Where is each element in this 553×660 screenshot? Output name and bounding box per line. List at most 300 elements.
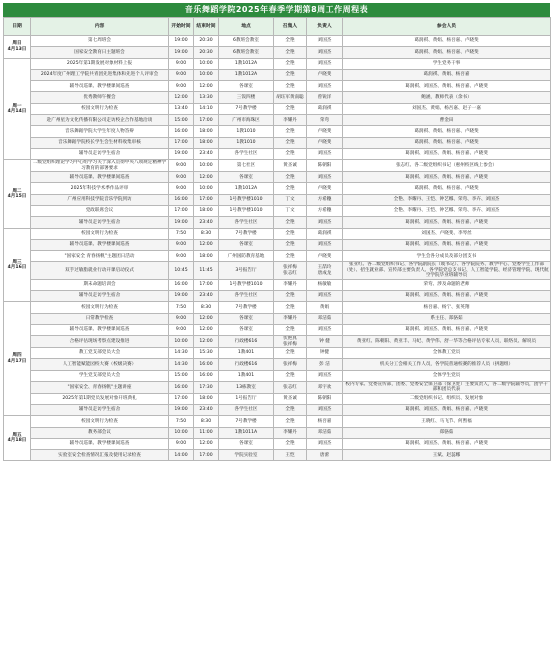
table-row [4, 115, 551, 126]
schedule-body [4, 36, 551, 461]
location-cell: 各课室 [219, 81, 274, 92]
content-cell: 2025年第1期党员发展对象开班典礼 [31, 393, 169, 404]
end-time-cell: 17:00 [194, 115, 219, 126]
convener-cell: 全艳 [274, 251, 307, 262]
end-time-cell: 12:00 [194, 81, 219, 92]
location-cell: 1号教学楼1010 [219, 279, 274, 290]
content-cell: 优秀教师午餐会 [31, 92, 169, 103]
convener-cell: 丁文 [274, 194, 307, 205]
attendees-cell: 葛润祺、刘国杰、黄娟、杨吾嘉、卢晓斐 [343, 404, 551, 415]
attendees-cell: 全体教工党员 [343, 347, 551, 358]
location-cell: 13栋教室 [219, 381, 274, 393]
owner-cell: 刘国杰 [307, 47, 343, 58]
convener-cell: 全艳 [274, 172, 307, 183]
table-row [4, 370, 551, 381]
convener-cell: 全艳 [274, 239, 307, 250]
header-row [4, 18, 551, 36]
convener-cell: 全艳 [274, 148, 307, 159]
owner-cell: 邓宇欢 [307, 381, 343, 393]
location-cell: 各课室 [219, 172, 274, 183]
end-time-cell: 18:00 [194, 126, 219, 137]
content-cell: 辅导员巡课、教学楼课间巡查 [31, 81, 169, 92]
attendees-cell: 葛润祺、刘国杰、黄娟、杨吾嘉、卢晓斐 [343, 438, 551, 449]
content-cell: "国家安全 青春扬帆"主题团日活动 [31, 251, 169, 262]
location-cell: 行政楼616 [219, 336, 274, 348]
convener-cell: 全艳 [274, 137, 307, 148]
start-time-cell: 16:00 [169, 194, 194, 205]
header-location: 地点 [219, 18, 274, 36]
attendees-cell: 全体学生党员 [343, 370, 551, 381]
page-title: 音乐舞蹈学院2025年春季学期第8周工作周程表 [3, 3, 550, 17]
end-time-cell: 10:00 [194, 69, 219, 80]
owner-cell: 曾锐洋 [307, 92, 343, 103]
attendees-cell: 葛润祺、刘国杰、黄娟、杨吾嘉、卢晓斐 [343, 290, 551, 301]
start-time-cell: 10:00 [169, 336, 194, 348]
content-cell: 辅导员巡课、教学楼课间巡查 [31, 239, 169, 250]
location-cell: 1号教学楼1010 [219, 194, 274, 205]
end-time-cell: 18:00 [194, 393, 219, 404]
content-cell: 二级党组织理论学习中心组学习关于深入贯彻中央八项规定精神学习教育的部署要求 [31, 160, 169, 172]
end-time-cell: 15:30 [194, 347, 219, 358]
start-time-cell: 9:00 [169, 81, 194, 92]
end-time-cell: 23:40 [194, 404, 219, 415]
content-cell: 期末命题培训会 [31, 279, 169, 290]
attendees-cell: 王斌、赵蕊娜 [343, 450, 551, 461]
table-row [4, 137, 551, 148]
end-time-cell: 18:00 [194, 251, 219, 262]
start-time-cell: 14:30 [169, 359, 194, 370]
table-row [4, 381, 551, 393]
day-cell: 周日 4月13日 [4, 36, 31, 59]
day-cell: 周三 4月16日 [4, 228, 31, 302]
table-row [4, 393, 551, 404]
location-cell: 6教班会教室 [219, 47, 274, 58]
end-time-cell: 23:40 [194, 290, 219, 301]
attendees-cell: 刘国杰、卢晓斐、李琴丝 [343, 228, 551, 239]
attendees-cell: 葛润祺、黄娟、杨吾嘉、卢晓斐 [343, 183, 551, 194]
attendees-cell: 葛润祺、刘国杰、黄娟、杨吾嘉、卢晓斐 [343, 217, 551, 228]
end-time-cell: 11:45 [194, 262, 219, 279]
attendees-cell: 葛润祺、黄娟、杨吾嘉、卢晓斐 [343, 36, 551, 47]
location-cell: 1教1010 [219, 137, 274, 148]
start-time-cell: 19:00 [169, 148, 194, 159]
day-cell: 周五 4月18日 [4, 416, 31, 461]
start-time-cell: 9:00 [169, 324, 194, 335]
start-time-cell: 9:00 [169, 58, 194, 69]
header-attendees: 参会人员 [343, 18, 551, 36]
location-cell: 各课室 [219, 313, 274, 324]
convener-cell: 全艳 [274, 438, 307, 449]
table-row [4, 103, 551, 114]
content-cell: 校园文明行为检查 [31, 302, 169, 313]
table-row [4, 251, 551, 262]
content-cell: 辅导员走访学生宿舍 [31, 404, 169, 415]
attendees-cell: 二级党组织书记、组织员、发展对象 [343, 393, 551, 404]
start-time-cell: 9:00 [169, 172, 194, 183]
table-row [4, 438, 551, 449]
convener-cell: 全艳 [274, 58, 307, 69]
convener-cell: 张志红 [274, 381, 307, 393]
attendees-cell: 葛润祺、黄娟、杨吾嘉、卢晓斐 [343, 47, 551, 58]
end-time-cell: 23:40 [194, 148, 219, 159]
end-time-cell: 23:40 [194, 217, 219, 228]
location-cell: 第七社区 [219, 160, 274, 172]
end-time-cell: 17:00 [194, 194, 219, 205]
table-row [4, 450, 551, 461]
end-time-cell: 8:30 [194, 228, 219, 239]
convener-cell: 全艳 [274, 69, 307, 80]
owner-cell: 刘国杰 [307, 217, 343, 228]
attendees-cell: 葛润祺、黄娟、杨吾嘉、卢晓斐 [343, 137, 551, 148]
end-time-cell: 16:00 [194, 370, 219, 381]
owner-cell: 陈朝阳 [307, 393, 343, 404]
start-time-cell: 16:00 [169, 381, 194, 393]
attendees-cell: 机关分工会相关工作人员，各学院普通校赛的推荐人员（拼题组） [343, 359, 551, 370]
start-time-cell: 19:00 [169, 404, 194, 415]
attendees-cell: 郑骆茹 [343, 427, 551, 438]
start-time-cell: 15:00 [169, 115, 194, 126]
start-time-cell: 19:00 [169, 217, 194, 228]
owner-cell: 葛润祺 [307, 103, 343, 114]
owner-cell: 黄娟 [307, 302, 343, 313]
table-row [4, 279, 551, 290]
attendees-cell: 荣弯、涉及命题的老师 [343, 279, 551, 290]
convener-cell: 全艳 [274, 183, 307, 194]
owner-cell: 荣弯 [307, 115, 343, 126]
convener-cell: 丁文 [274, 205, 307, 216]
attendees-cell: 刘国杰、黄娟、杨吾嘉、赵子一嘉 [343, 103, 551, 114]
convener-cell: 黄圣诚 [274, 160, 307, 172]
convener-cell: 李耀丹 [274, 279, 307, 290]
owner-cell: 杨吾嘉 [307, 416, 343, 427]
convener-cell: 胡珏军黄南聪 [274, 92, 307, 103]
convener-cell: 李耀丹 [274, 115, 307, 126]
attendees-cell: 张志红、各二级党组织书记（惠州校区线上参会） [343, 160, 551, 172]
table-row [4, 324, 551, 335]
table-row [4, 69, 551, 80]
header-end-time: 结束时间 [194, 18, 219, 36]
content-cell: 学生党支部党员大会 [31, 370, 169, 381]
start-time-cell: 7:50 [169, 302, 194, 313]
start-time-cell: 9:00 [169, 313, 194, 324]
attendees-cell: 全艳、李耀丹、王恺、钟艺娜、荣弯、李卉、刘国杰 [343, 194, 551, 205]
start-time-cell: 9:00 [169, 251, 194, 262]
owner-cell: 刘国杰 [307, 239, 343, 250]
attendees-cell: 葛润祺、刘国杰、黄娟、杨吾嘉、卢晓斐 [343, 148, 551, 159]
attendees-cell: 学生会各分成员及部分团支书 [343, 251, 551, 262]
table-row [4, 126, 551, 137]
location-cell: 7号教学楼 [219, 416, 274, 427]
attendees-cell: 葛润祺、黄娟、杨吾嘉 [343, 69, 551, 80]
convener-cell: 全艳 [274, 302, 307, 313]
start-time-cell: 16:00 [169, 126, 194, 137]
day-cell: 周二 4月15日 [4, 160, 31, 228]
owner-cell: 刘国杰 [307, 438, 343, 449]
location-cell: 1教1010 [219, 126, 274, 137]
schedule-sheet [3, 3, 550, 461]
end-time-cell: 12:00 [194, 438, 219, 449]
owner-cell: 邓洁茹 [307, 313, 343, 324]
location-cell: 7号教学楼 [219, 228, 274, 239]
start-time-cell: 17:00 [169, 205, 194, 216]
end-time-cell: 18:00 [194, 205, 219, 216]
convener-cell: 黄圣诚 [274, 393, 307, 404]
location-cell: 各学生社区 [219, 290, 274, 301]
end-time-cell: 12:00 [194, 239, 219, 250]
start-time-cell: 13:40 [169, 103, 194, 114]
owner-cell: 方希穗 [307, 194, 343, 205]
end-time-cell: 8:30 [194, 302, 219, 313]
attendees-cell: 葛润祺、刘国杰、黄娟、杨吾嘉、卢晓斐 [343, 239, 551, 250]
table-row [4, 205, 551, 216]
end-time-cell: 14:10 [194, 103, 219, 114]
owner-cell: 彭 洁 [307, 359, 343, 370]
owner-cell: 卢晓斐 [307, 69, 343, 80]
end-time-cell: 18:00 [194, 137, 219, 148]
content-cell: 辅导员巡课、教学楼课间巡查 [31, 172, 169, 183]
content-cell: 双手过敏脂就业行动开课启动仪式 [31, 262, 169, 279]
location-cell: 各课室 [219, 324, 274, 335]
content-cell: 广州应用科技学院音乐学院到访 [31, 194, 169, 205]
table-row [4, 92, 551, 103]
end-time-cell: 12:00 [194, 324, 219, 335]
table-row [4, 336, 551, 348]
owner-cell: 刘国杰 [307, 324, 343, 335]
attendees-cell: 学生党务干事 [343, 58, 551, 69]
start-time-cell: 10:00 [169, 427, 194, 438]
location-cell: 各学生社区 [219, 148, 274, 159]
table-row [4, 194, 551, 205]
owner-cell: 刘国杰 [307, 36, 343, 47]
table-row [4, 359, 551, 370]
location-cell: 学院实验室 [219, 450, 274, 461]
owner-cell: 陈朝阳 [307, 160, 343, 172]
location-cell: 1号教学楼1010 [219, 205, 274, 216]
location-cell: 1教1012A [219, 183, 274, 194]
attendees-cell: 葛润祺、刘国杰、黄娟、杨吾嘉、卢晓斐 [343, 324, 551, 335]
start-time-cell: 17:00 [169, 137, 194, 148]
end-time-cell: 16:00 [194, 359, 219, 370]
owner-cell: 卢晓斐 [307, 183, 343, 194]
location-cell: 1教401 [219, 347, 274, 358]
start-time-cell: 9:00 [169, 69, 194, 80]
start-time-cell: 14:30 [169, 347, 194, 358]
location-cell: 三饭四楼 [219, 92, 274, 103]
content-cell: 音乐舞蹈学院大学生年度人物答辩 [31, 126, 169, 137]
content-cell: 2025年第1期发展对象材料上报 [31, 58, 169, 69]
table-row [4, 302, 551, 313]
schedule-table [3, 17, 551, 461]
content-cell: 教工党支部党员大会 [31, 347, 169, 358]
convener-cell: 全艳 [274, 126, 307, 137]
content-cell: 日常教学检查 [31, 313, 169, 324]
content-cell: 校园文明行为检查 [31, 416, 169, 427]
content-cell: "国家安全、青春扬帆"主题讲座 [31, 381, 169, 393]
owner-cell: 刘国杰 [307, 172, 343, 183]
owner-cell: 葛润祺 [307, 228, 343, 239]
header-start-time: 开始时间 [169, 18, 194, 36]
start-time-cell: 9:00 [169, 438, 194, 449]
content-cell: 辅导员走访学生宿舍 [31, 290, 169, 301]
location-cell: 1教1012A [219, 58, 274, 69]
attendees-cell: 校内专家、党委宣传部，团委、党委安全保卫部（保卫处）主要负责人，各二级学院辅导员，团学干部和团员代表 [343, 381, 551, 393]
content-cell: 赴广州星为文化传播有限公司走访校企合作基地洽谈 [31, 115, 169, 126]
header-date: 日期 [4, 18, 31, 36]
convener-cell: 李耀丹 [274, 313, 307, 324]
end-time-cell: 10:00 [194, 183, 219, 194]
convener-cell: 全艳 [274, 370, 307, 381]
location-cell: 1号报告厅 [219, 393, 274, 404]
content-cell: 2024年度广州理工学院共青团先进集体和先进个人评审会 [31, 69, 169, 80]
table-row [4, 217, 551, 228]
table-row [4, 427, 551, 438]
location-cell: 各学生社区 [219, 404, 274, 415]
table-row [4, 347, 551, 358]
table-row [4, 313, 551, 324]
content-cell: 实验室安全检查情况汇报及使用记录检查 [31, 450, 169, 461]
end-time-cell: 11:00 [194, 427, 219, 438]
location-cell: 1教1011A [219, 427, 274, 438]
start-time-cell: 15:00 [169, 370, 194, 381]
header-convener: 召集人 [274, 18, 307, 36]
location-cell: 各课室 [219, 239, 274, 250]
convener-cell: 全艳 [274, 404, 307, 415]
attendees-cell: 全艳、李耀丹、王恺、钟艺娜、荣弯、李卉、刘国杰 [343, 205, 551, 216]
table-row [4, 172, 551, 183]
content-cell: 辅导员走访学生宿舍 [31, 217, 169, 228]
location-cell: 广州国防教育基地 [219, 251, 274, 262]
table-row [4, 160, 551, 172]
start-time-cell: 9:00 [169, 160, 194, 172]
end-time-cell: 20:30 [194, 47, 219, 58]
owner-cell: 卢晓斐 [307, 251, 343, 262]
end-time-cell: 17:00 [194, 450, 219, 461]
end-time-cell: 10:00 [194, 160, 219, 172]
content-cell: 教务部会议 [31, 427, 169, 438]
start-time-cell: 10:45 [169, 262, 194, 279]
location-cell: 各学生社区 [219, 217, 274, 228]
attendees-cell: 曹金田 [343, 115, 551, 126]
owner-cell: 唐蕾 [307, 450, 343, 461]
content-cell: 人工智能赋能园校大赛（校级决赛） [31, 359, 169, 370]
convener-cell: 张祥梅 [274, 359, 307, 370]
attendees-cell: 张亚红、各二级党组织书记、各学院副院长（或书记）、各学院院务、教学中心、党委学生工作部（处）、招生就业部、宣传部主要负责人、各学院党总支书记、人工智能学院、经济管理学院、现代航空学院毕业班辅导员 [344, 262, 549, 279]
content-cell: 国家安全教育日主题班会 [31, 47, 169, 58]
table-row [4, 416, 551, 427]
owner-cell: 方希穗 [307, 205, 343, 216]
start-time-cell: 14:00 [169, 450, 194, 461]
owner-cell: 钟 健 [307, 336, 343, 348]
location-cell: 1教1012A [219, 69, 274, 80]
convener-cell: 全艳 [274, 228, 307, 239]
owner-cell: 邓洁茹 [307, 427, 343, 438]
owner-cell: 刘国杰 [307, 148, 343, 159]
table-row [4, 183, 551, 194]
day-cell: 周一 4月14日 [4, 58, 31, 160]
header-content: 内容 [31, 18, 169, 36]
content-cell: 辅导员走访学生宿舍 [31, 148, 169, 159]
day-cell: 周四 4月17日 [4, 302, 31, 416]
start-time-cell: 7:50 [169, 228, 194, 239]
convener-cell: 全艳 [274, 217, 307, 228]
attendees-cell: 葛润祺、黄娟、杨吾嘉、卢晓斐 [343, 126, 551, 137]
end-time-cell: 17:30 [194, 381, 219, 393]
end-time-cell: 13:30 [194, 92, 219, 103]
convener-cell: 全艳 [274, 347, 307, 358]
location-cell: 广州市海珠区 [219, 115, 274, 126]
table-row [4, 290, 551, 301]
convener-cell: 全艳 [274, 416, 307, 427]
table-row [4, 36, 551, 47]
start-time-cell: 9:00 [169, 239, 194, 250]
location-cell: 7号教学楼 [219, 103, 274, 114]
owner-cell: 卢晓斐 [307, 126, 343, 137]
attendees-cell: 鲍涵，教师代表（余书） [343, 92, 551, 103]
location-cell: 7号教学楼 [219, 302, 274, 313]
attendees-cell: 葛润祺、刘国杰、黄娟、杨吾嘉、卢晓斐 [343, 81, 551, 92]
owner-cell: 王喆玲 唐成龙 [307, 262, 343, 279]
content-cell: 音乐舞蹈学院校长学生会生材料收集审核 [31, 137, 169, 148]
attendees-cell: 黄亚红、陈朝阳、黄亚丰、马纪、黄学伟、舒一华等合格评估专家人员，联络员、解说员 [343, 336, 551, 348]
end-time-cell: 12:00 [194, 336, 219, 348]
owner-cell: 卢晓斐 [307, 137, 343, 148]
content-cell: 校园文明行为检查 [31, 228, 169, 239]
end-time-cell: 10:00 [194, 58, 219, 69]
content-cell: 2025年科技学术季作品评审 [31, 183, 169, 194]
content-cell: 党政联席会议 [31, 205, 169, 216]
table-row [4, 228, 551, 239]
owner-cell: 刘国杰 [307, 404, 343, 415]
convener-cell: 全艳 [274, 324, 307, 335]
start-time-cell: 7:50 [169, 416, 194, 427]
end-time-cell: 12:00 [194, 313, 219, 324]
convener-cell: 全艳 [274, 103, 307, 114]
content-cell: 合格评估现场考察点建设推进 [31, 336, 169, 348]
content-cell: 辅导员巡课、教学楼课间巡查 [31, 438, 169, 449]
location-cell: 3号报告厅 [219, 262, 274, 279]
owner-cell: 刘国杰 [307, 290, 343, 301]
end-time-cell: 17:00 [194, 279, 219, 290]
owner-cell: 刘国杰 [307, 81, 343, 92]
convener-cell: 王恺 [274, 450, 307, 461]
start-time-cell: 19:00 [169, 36, 194, 47]
attendees-cell: 杨吾嘉、杨宁、张英翔 [343, 302, 551, 313]
content-cell: 第七周班会 [31, 36, 169, 47]
end-time-cell: 12:00 [194, 172, 219, 183]
start-time-cell: 19:00 [169, 290, 194, 301]
attendees-cell: 王晓红、马飞节、何煦福 [343, 416, 551, 427]
start-time-cell: 19:00 [169, 47, 194, 58]
start-time-cell: 9:00 [169, 183, 194, 194]
end-time-cell: 8:30 [194, 416, 219, 427]
attendees-cell: 系主任、郑骆茹 [343, 313, 551, 324]
table-row [4, 404, 551, 415]
owner-cell: 刘国杰 [307, 370, 343, 381]
table-row [4, 58, 551, 69]
convener-cell: 全艳 [274, 290, 307, 301]
table-row [4, 148, 551, 159]
start-time-cell: 12:00 [169, 92, 194, 103]
convener-cell: 李耀丹 [274, 427, 307, 438]
table-row [4, 47, 551, 58]
owner-cell: 刘国杰 [307, 58, 343, 69]
convener-cell: 全艳 [274, 81, 307, 92]
table-row [4, 239, 551, 250]
convener-cell: 张祥梅 张志红 [274, 262, 307, 279]
convener-cell: 全艳 [274, 47, 307, 58]
end-time-cell: 20:30 [194, 36, 219, 47]
location-cell: 各课室 [219, 438, 274, 449]
